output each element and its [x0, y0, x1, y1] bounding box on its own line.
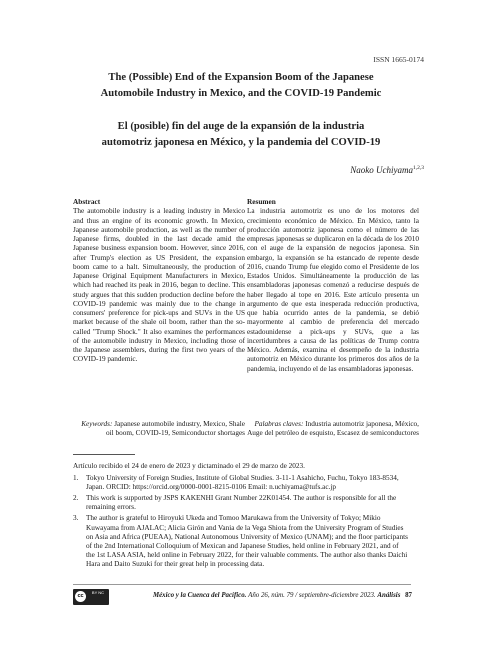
cc-icon: cc	[75, 591, 86, 602]
title-english-line-2: Automobile Industry in Mexico, and the COVID-19 Pandemic	[100, 88, 382, 99]
journal-issue: Año 26, núm. 79 / septiembre-diciembre 2023.	[248, 592, 376, 599]
footnotes	[73, 462, 409, 571]
footer-divider	[73, 584, 411, 585]
keywords	[73, 420, 245, 439]
issn-number: ISSN 1665-0174	[373, 55, 424, 64]
journal-name: México y la Cuenca del Pacífico.	[153, 592, 247, 599]
title-english	[50, 70, 432, 102]
palabras-label: Palabras claves:	[254, 420, 304, 428]
keywords-label: Keywords:	[81, 420, 113, 428]
footnote	[73, 514, 409, 569]
abstract-heading: Abstract	[73, 197, 101, 206]
creative-commons-license-badge[interactable]	[73, 589, 109, 605]
title-spanish-line-1: El (posible) fin del auge de la expansión de la industria	[117, 121, 365, 132]
received-note: Artículo recibido el 24 de enero de 2023 y dictaminado el 29 de marzo de 2023.	[73, 462, 305, 470]
title-spanish	[50, 119, 432, 151]
page-footer	[116, 592, 412, 599]
footnote	[73, 474, 409, 492]
footnote-text: Tokyo University of Foreign Studies, Institute of Global Studies. 3-11-1 Asahicho, Fuchu, Tokyo 183-8534, Japan. ORCID: https://orcid.org/0000-0001-8215-0106 Email: n.uchiyama@tufs.ac.jp	[86, 474, 399, 492]
title-english-line-1: The (Possible) End of the Expansion Boom of the Japanese	[108, 72, 374, 83]
resumen-text: La industria automotriz es uno de los motores del crecimiento económico de México. En México, tanto la producción automotriz japonesa como el número de las empresas japonesas se duplicaron en la década de los 2010 con el auge de la expansión de negocios japonesa. Sin embargo, la expansión se ha estancado de repente desde 2016, cuando Trump fue elegido como el Presidente de los Estados Unidos. Simultáneamente la producción de las ensambladoras japonesas comenzó a reducirse después de haber llegado al tope en 2016. Este artículo presenta un argumento de que esta inesperada reducción productiva, que había ocurrido antes de la pandemia, se debió mayormente al cambio de preferencia del mercado estadounidense a pick-ups y SUVs, que a las incertidumbres a causa de las políticas de Trump contra México. Además, examina el desempeño de la industria automotriz en México durante los primeros dos años de la pandemia, incluyendo el de las ensambladoras japonesas.	[247, 207, 419, 373]
footnote-number: 1.	[73, 474, 79, 483]
footnote-divider	[73, 454, 135, 455]
footnote	[73, 494, 409, 512]
author-byline	[350, 165, 424, 175]
palabras-claves	[247, 420, 419, 439]
page-number: 87	[405, 592, 412, 599]
abstract-section	[73, 197, 245, 365]
palabras-text: Industria automotriz japonesa, México, Auge del petróleo de esquisto, Escasez de semiconductores	[247, 420, 419, 438]
section-name: Análisis	[377, 592, 401, 599]
author-name: Naoko Uchiyama	[350, 165, 413, 175]
title-spanish-line-2: automotriz japonesa en México, y la pandemia del COVID-19	[101, 137, 381, 148]
resumen-section	[247, 197, 419, 374]
footnote-text: This work is supported by JSPS KAKENHI Grant Number 22K01454. The author is responsible for all the remaining errors.	[86, 494, 397, 512]
footnote-number: 3.	[73, 514, 79, 523]
license-type: BY NC	[91, 590, 105, 595]
footnote-number: 2.	[73, 494, 79, 503]
author-affiliation-marks: 1,2,3	[413, 165, 424, 171]
resumen-heading: Resumen	[247, 197, 276, 206]
footnote-text: The author is grateful to Hiroyuki Ukeda and Tomoo Marukawa from the University of Tokyo; Mikio Kuwayama from AJALAC; Alicia Girón and Vania de la Vega Shiota from the University Program of Studies on Asia and Africa (PUEAA), National Autonomous University of Mexico (UNAM); and the floor participants of the 2nd International Colloquium of Mexican and Japanese Studies, held online in February 2021, and of the 1st LASA ASIA, held online in February 2022, for their valuable comments. The author also thanks Daichi Hara and Daito Suzuki for their great help in processing data.	[86, 514, 408, 568]
keywords-text: Japanese automobile industry, Mexico, Shale oil boom, COVID-19, Semiconductor shortages	[106, 420, 245, 438]
abstract-text: The automobile industry is a leading industry in Mexico and thus an engine of its economic growth. In Mexico, Japanese automobile production, as well as the number of Japanese firms, doubled in the last decade amid the Japanese business expansion boom. However, since 2016, after Trump's election as US President, the expansion boom came to a halt. Simultaneously, the production of Japanese Original Equipment Manufacturers in Mexico, which had reached its peak in 2016, began to decline. This study argues that this sudden production decline before the COVID-19 pandemic was mainly due to the change in consumers' preference for pick-ups and SUVs in the US market because of the shale oil boom, rather than the so-called "Trump Shock." It also examines the performances of the automobile industry in Mexico, including those of the Japanese assemblers, during the first two years of the COVID-19 pandemic.	[73, 207, 245, 364]
